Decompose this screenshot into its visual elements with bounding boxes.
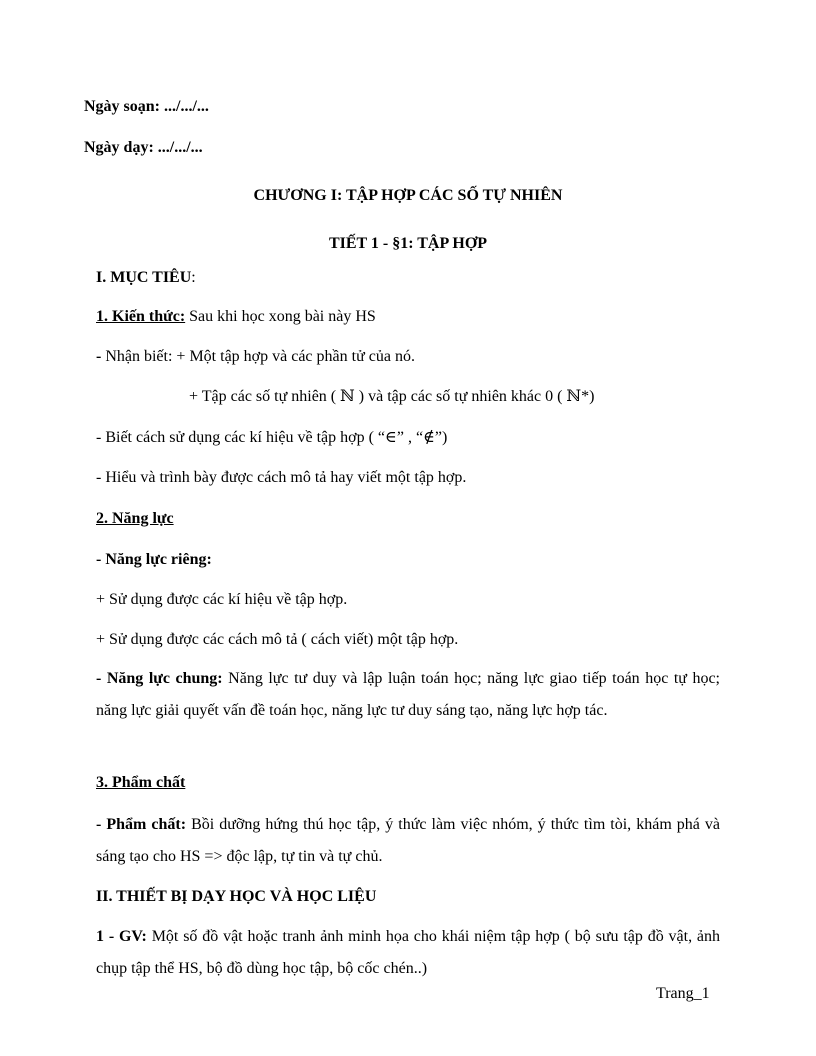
muc-tieu-colon: :	[191, 269, 196, 286]
page-number: Trang_1	[656, 985, 710, 1002]
gv-label: 1 - GV:	[96, 928, 147, 945]
biet-cach-line: - Biết cách sử dụng các kí hiệu về tập hợp ( “∈” , “∉”)	[96, 429, 448, 446]
gv-text: Một số đồ vật hoặc tranh ảnh minh họa cho khái niệm tập hợp ( bộ sưu tập đồ vật, ảnh chụp tập thể HS, bộ đồ dùng học tập, bộ cốc chén..)	[96, 928, 721, 977]
nang-luc-chung-paragraph	[96, 663, 720, 727]
nang-luc-rieng-item-1: + Sử dụng được các kí hiệu về tập hợp.	[96, 591, 348, 608]
gv-paragraph	[96, 921, 720, 985]
kien-thuc-text: Sau khi học xong bài này HS	[185, 308, 376, 325]
muc-tieu-text: I. MỤC TIÊU	[96, 269, 192, 286]
section-thiet-bi-heading: II. THIẾT BỊ DẠY HỌC VÀ HỌC LIỆU	[96, 888, 377, 905]
nang-luc-rieng-label: - Năng lực riêng:	[96, 551, 212, 568]
kien-thuc-label: 1. Kiến thức:	[96, 308, 186, 325]
ngay-day: Ngày dạy: .../.../...	[84, 139, 203, 156]
nang-luc-chung-label: - Năng lực chung:	[96, 670, 223, 687]
chapter-title: CHƯƠNG I: TẬP HỢP CÁC SỐ TỰ NHIÊN	[253, 187, 563, 204]
pham-chat-paragraph	[96, 809, 720, 873]
section-muc-tieu-heading	[96, 268, 196, 288]
hieu-line: - Hiểu và trình bày được cách mô tả hay viết một tập hợp.	[96, 469, 467, 486]
nang-luc-chung-text: Năng lực tư duy và lập luận toán học; năng lực giao tiếp toán học tự học; năng lực giải quyết vấn đề toán học, năng lực tư duy sáng tạo, năng lực hợp tác.	[96, 670, 721, 719]
nhan-biet-line-2: + Tập các số tự nhiên ( ℕ ) và tập các số tự nhiên khác 0 ( ℕ*)	[189, 388, 595, 405]
kien-thuc-line	[96, 307, 376, 327]
nang-luc-heading: 2. Năng lực	[96, 510, 174, 527]
ngay-soan: Ngày soạn: .../.../...	[84, 98, 209, 115]
lesson-title: TIẾT 1 - §1: TẬP HỢP	[328, 235, 488, 252]
nang-luc-rieng-item-2: + Sử dụng được các cách mô tả ( cách viết) một tập hợp.	[96, 631, 459, 648]
pham-chat-label: - Phẩm chất:	[96, 816, 187, 833]
nhan-biet-line	[96, 347, 415, 367]
nhan-biet-dash: -	[96, 348, 106, 365]
nhan-biet-text: Nhận biết: + Một tập hợp và các phần tử của nó.	[105, 348, 415, 365]
pham-chat-text: Bồi dưỡng hứng thú học tập, ý thức làm việc nhóm, ý thức tìm tòi, khám phá và sáng tạo cho HS => độc lập, tự tin và tự chủ.	[96, 816, 721, 865]
pham-chat-heading: 3. Phẩm chất	[96, 774, 186, 791]
